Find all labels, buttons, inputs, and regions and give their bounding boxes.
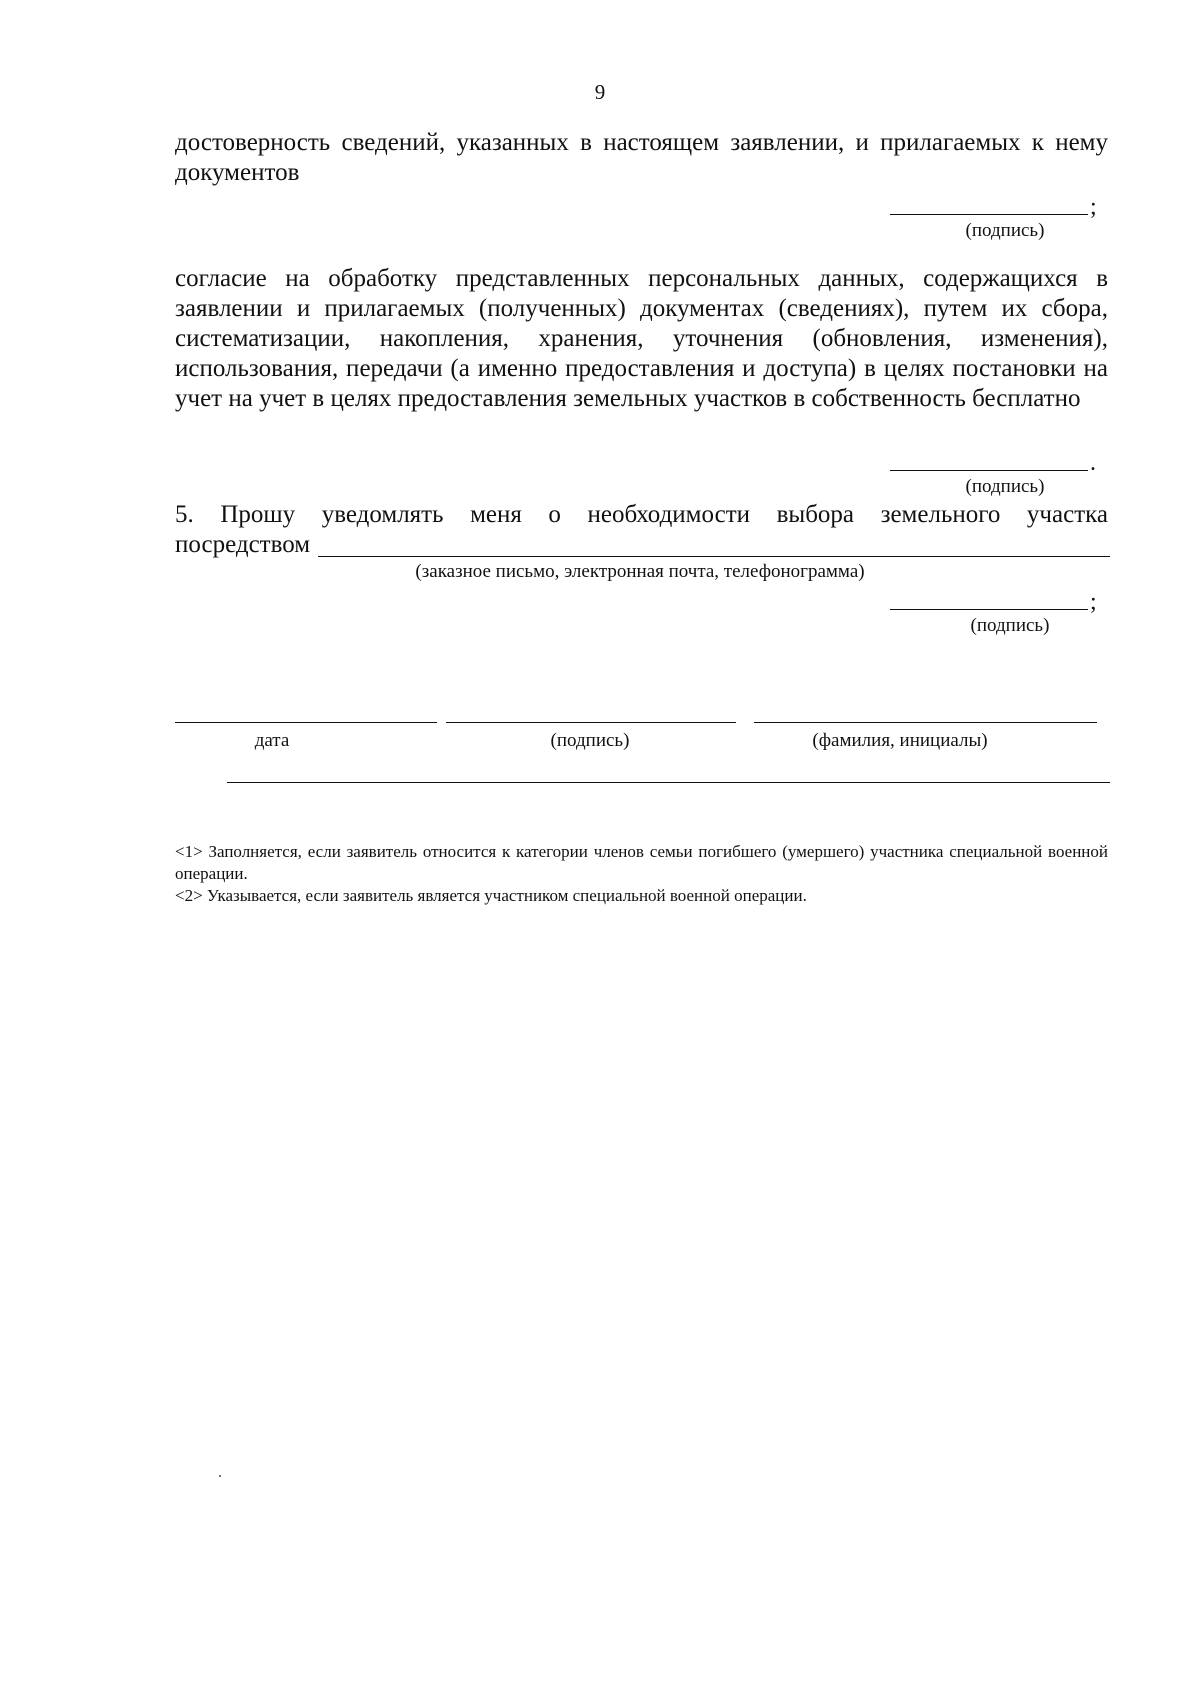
signature-line-2-punctuation: . <box>1090 450 1096 476</box>
bottom-line <box>227 782 1110 783</box>
signature-caption-1: (подпись) <box>965 220 1045 241</box>
signature-line-final <box>446 722 736 723</box>
footnote-1: <1> Заполняется, если заявитель относится к категории членов семьи погибшего (умершего) участника специальной военной операции. <box>175 842 1108 883</box>
signature-caption-3: (подпись) <box>970 615 1050 636</box>
stray-mark <box>219 1475 221 1477</box>
name-caption: (фамилия, инициалы) <box>812 730 988 751</box>
notification-request: 5. Прошу уведомлять меня о необходимости выбора земельного участка <box>175 501 1108 528</box>
name-line <box>754 722 1097 723</box>
reliability-statement: достоверность сведений, указанных в настоящем заявлении, и прилагаемых к нему документов <box>175 129 1108 186</box>
signature-line-1-punctuation: ; <box>1090 194 1097 220</box>
notification-method-caption: (заказное письмо, электронная почта, телефонограмма) <box>415 561 865 582</box>
consent-statement: согласие на обработку представленных персональных данных, содержащихся в заявлении и прилагаемых (полученных) документах (сведениях), путем их сбора, систематизации, накопления, хранения, уточнения (обновления, изменения), использования, передачи (а именно предоставления и доступа) в целях постановки на учет на учет в целях предоставления земельных участков в собственность бесплатно <box>175 265 1108 412</box>
date-line <box>175 722 437 723</box>
page-number: 9 <box>594 80 606 104</box>
footnote-2: <2> Указывается, если заявитель является участником специальной военной операции. <box>175 886 807 905</box>
signature-line-3-punctuation: ; <box>1090 589 1097 615</box>
signature-line-2 <box>890 470 1088 471</box>
signature-line-1 <box>890 214 1088 215</box>
signature-line-3 <box>890 609 1088 610</box>
signature-caption-2: (подпись) <box>965 476 1045 497</box>
signature-caption-final: (подпись) <box>550 730 630 751</box>
notification-method-label: посредством <box>175 531 311 558</box>
notification-method-field[interactable] <box>318 556 1110 557</box>
date-caption: дата <box>254 730 290 751</box>
